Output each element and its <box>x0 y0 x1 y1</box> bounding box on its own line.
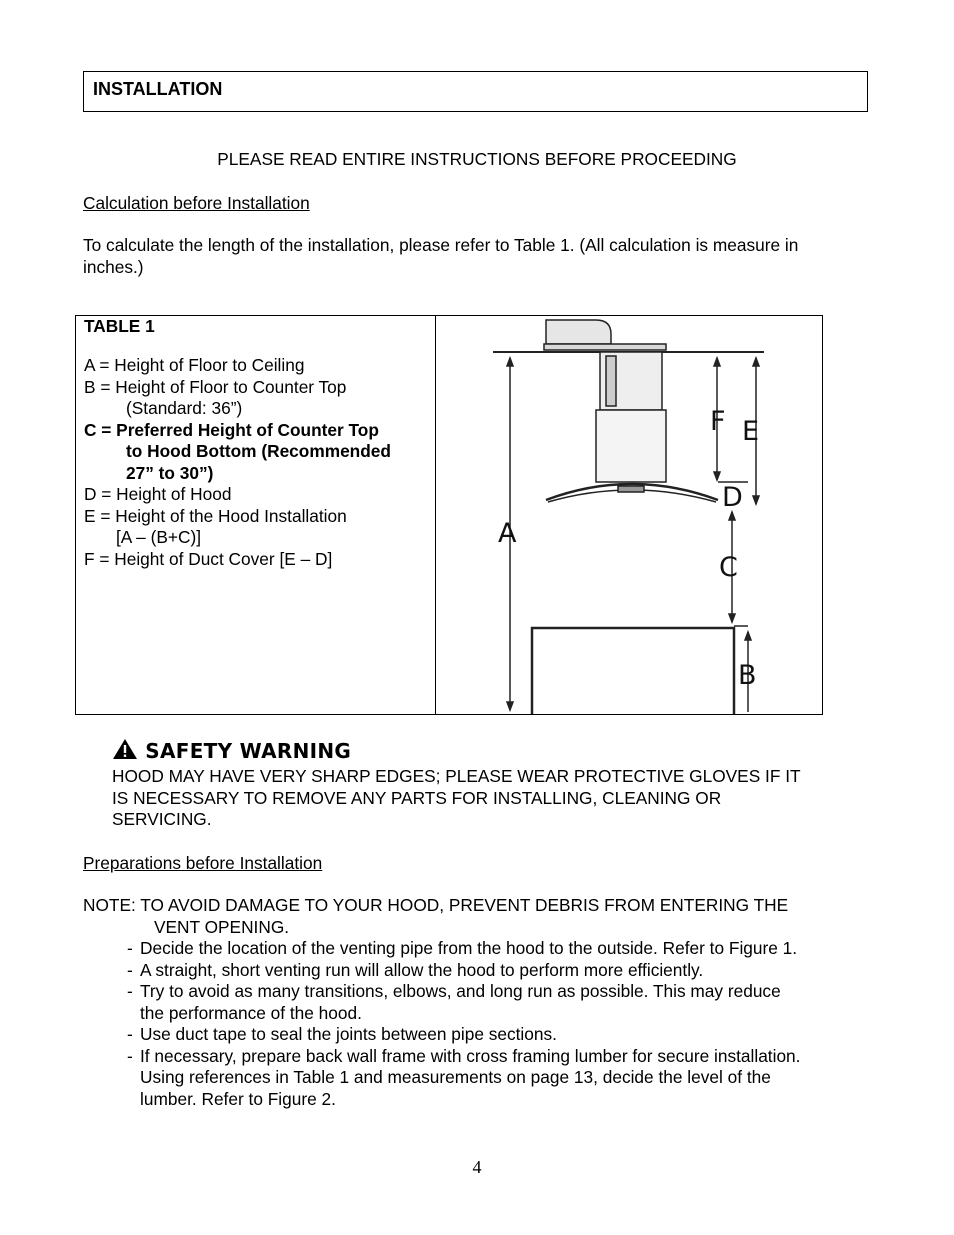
list-item: Try to avoid as many transitions, elbows, and long run as possible. This may reduce <box>140 981 781 1001</box>
calc-text-line: inches.) <box>83 257 144 277</box>
bullet-marker: - <box>127 1024 133 1044</box>
section-title: INSTALLATION <box>93 79 223 99</box>
list-item: Use duct tape to seal the joints between pipe sections. <box>140 1024 557 1044</box>
safety-warning-body <box>112 766 872 831</box>
diagram-label-b: B <box>738 660 757 691</box>
table-row-d: D = Height of Hood <box>84 484 232 504</box>
table-title: TABLE 1 <box>84 316 155 336</box>
table-row-c: C = Preferred Height of Counter Top <box>84 420 379 440</box>
diagram-label-f: F <box>710 406 726 437</box>
table-row-c-sub: to Hood Bottom (Recommended <box>126 441 391 461</box>
prep-heading: Preparations before Installation <box>83 853 323 873</box>
hood-diagram <box>436 316 822 714</box>
diagram-label-e: E <box>742 416 760 447</box>
calc-heading: Calculation before Installation <box>83 193 310 213</box>
prep-notes <box>0 895 954 1125</box>
table-row-a: A = Height of Floor to Ceiling <box>84 355 305 375</box>
diagram-label-a: A <box>498 518 517 549</box>
list-item: A straight, short venting run will allow the hood to perform more efficiently. <box>140 959 704 980</box>
bullet-marker: - <box>127 1045 133 1066</box>
instruction-banner: PLEASE READ ENTIRE INSTRUCTIONS BEFORE PROCEEDING <box>217 149 737 169</box>
bullet-marker: - <box>127 938 133 958</box>
list-item: lumber. Refer to Figure 2. <box>140 1088 336 1109</box>
list-item: If necessary, prepare back wall frame with cross framing lumber for secure installation. <box>140 1045 801 1066</box>
warning-triangle-icon <box>112 738 138 760</box>
table-row-e: E = Height of the Hood Installation <box>84 506 347 526</box>
warning-line: IS NECESSARY TO REMOVE ANY PARTS FOR INSTALLING, CLEANING OR <box>112 787 722 808</box>
diagram-label-c: C <box>719 552 738 583</box>
safety-warning-heading <box>112 738 351 763</box>
calc-text <box>83 234 873 278</box>
table-row-e-sub: [A – (B+C)] <box>116 527 201 547</box>
warning-line: SERVICING. <box>112 809 212 830</box>
list-item: Decide the location of the venting pipe from the hood to the outside. Refer to Figure 1. <box>140 938 798 958</box>
safety-warning-title: SAFETY WARNING <box>145 739 352 763</box>
table-row-b-sub: (Standard: 36”) <box>126 398 243 418</box>
note-line: NOTE: TO AVOID DAMAGE TO YOUR HOOD, PREVENT DEBRIS FROM ENTERING THE <box>83 895 789 915</box>
page-number: 4 <box>472 1157 482 1177</box>
section-header-box <box>83 71 868 112</box>
diagram-label-d: D <box>722 482 743 513</box>
list-item: the performance of the hood. <box>140 1002 362 1023</box>
bullet-marker: - <box>127 959 133 980</box>
warning-line: HOOD MAY HAVE VERY SHARP EDGES; PLEASE WEAR PROTECTIVE GLOVES IF IT <box>112 766 801 786</box>
table-row-f: F = Height of Duct Cover [E – D] <box>84 549 333 569</box>
note-line-cont: VENT OPENING. <box>154 916 290 937</box>
table-row-c-sub2: 27” to 30”) <box>126 463 214 483</box>
table-1 <box>75 315 823 715</box>
table-row-b: B = Height of Floor to Counter Top <box>84 377 347 397</box>
bullet-marker: - <box>127 981 133 1001</box>
calc-text-line: To calculate the length of the installation, please refer to Table 1. (All calculation is measure in <box>83 235 799 255</box>
list-item: Using references in Table 1 and measurements on page 13, decide the level of the <box>140 1067 771 1087</box>
